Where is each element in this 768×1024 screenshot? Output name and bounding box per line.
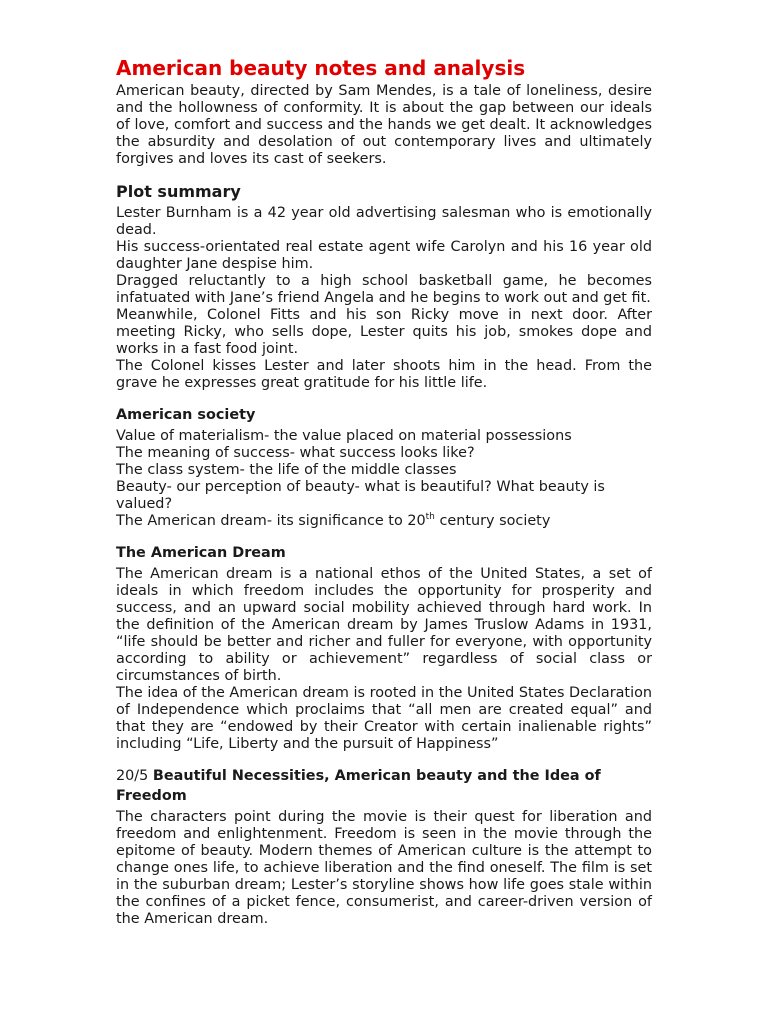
society-item: The meaning of success- what success looks like? (116, 445, 475, 461)
dream-paragraph: The American dream is a national ethos of the United States, a set of ideals in which freedom includes the opportunity for prosperity and success, and an upward social mobility achieved through hard work. In the definition of the American dream by James Truslow Adams in 1931, “life should be better and richer and fuller for everyone, with opportunity according to ability or achievement” regardless of social class or circumstances of birth. (116, 566, 652, 684)
plot-paragraph: Meanwhile, Colonel Fitts and his son Ricky move in next door. After meeting Ricky, who sells dope, Lester quits his job, smokes dope and works in a fast food joint. (116, 307, 652, 357)
society-item-text: century society (434, 513, 551, 529)
american-society-heading: American society (116, 407, 256, 423)
section-date: 20/5 (116, 768, 153, 784)
society-item (116, 513, 652, 530)
document-title: American beauty notes and analysis (116, 56, 526, 80)
superscript: th (425, 512, 435, 523)
dream-paragraph: The idea of the American dream is rooted in the United States Declaration of Independence which proclaims that “all men are created equal” and that they are “endowed by their Creator with certain inalienable rights” including “Life, Liberty and the pursuit of Happiness” (116, 685, 652, 752)
society-item: The class system- the life of the middle classes (116, 462, 457, 478)
plot-paragraph: The Colonel kisses Lester and later shoots him in the head. From the grave he expresses great gratitude for his little life. (116, 358, 652, 391)
freedom-heading (116, 766, 652, 806)
plot-summary-section (116, 182, 652, 392)
plot-summary-heading: Plot summary (116, 182, 241, 201)
american-society-section (116, 405, 652, 530)
society-item: Value of materialism- the value placed on material possessions (116, 428, 572, 444)
intro-paragraph: American beauty, directed by Sam Mendes, is a tale of loneliness, desire and the hollowness of conformity. It is about the gap between our ideals of love, comfort and success and the hands we get dealt. It acknowledges the absurdity and desolation of out contemporary lives and ultimately forgives and loves its cast of seekers. (116, 83, 652, 167)
document-page (116, 55, 652, 928)
american-dream-section (116, 543, 652, 753)
freedom-section (116, 766, 652, 928)
society-item-text: The American dream- its significance to 20 (116, 513, 426, 529)
freedom-heading-text: Beautiful Necessities, American beauty and the Idea of Freedom (116, 768, 601, 804)
plot-paragraph: Lester Burnham is a 42 year old advertising salesman who is emotionally dead. (116, 205, 652, 238)
plot-paragraph: His success-orientated real estate agent wife Carolyn and his 16 year old daughter Jane despise him. (116, 239, 652, 272)
freedom-paragraph: The characters point during the movie is their quest for liberation and freedom and enlightenment. Freedom is seen in the movie through the epitome of beauty. Modern themes of American culture is the attempt to change ones life, to achieve liberation and the find oneself. The film is set in the suburban dream; Lester’s storyline shows how life goes stale within the confines of a picket fence, consumerist, and career-driven version of the American dream. (116, 809, 652, 927)
plot-paragraph: Dragged reluctantly to a high school basketball game, he becomes infatuated with Jane’s friend Angela and he begins to work out and get fit. (116, 273, 652, 306)
society-item: Beauty- our perception of beauty- what is beautiful? What beauty is valued? (116, 479, 605, 512)
american-dream-heading: The American Dream (116, 545, 286, 561)
